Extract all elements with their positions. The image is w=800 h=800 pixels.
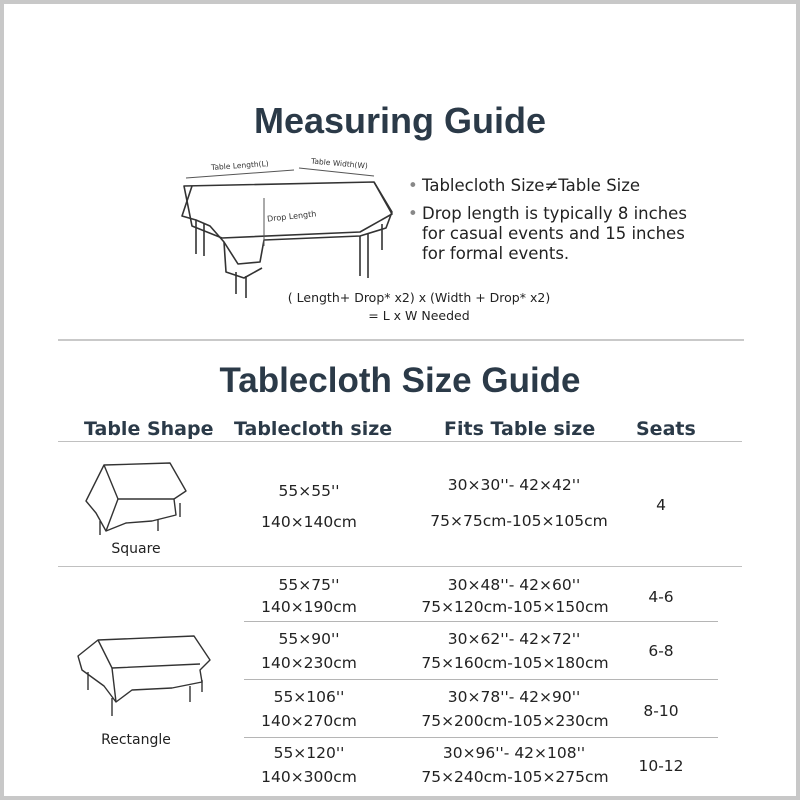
row-divider — [244, 679, 718, 680]
rect-size-cm: 140×230cm — [261, 654, 357, 672]
rect-fits-in: 30×62''- 42×72'' — [447, 630, 581, 648]
rect-fits-in: 30×78''- 42×90'' — [447, 688, 581, 706]
rect-seats: 6-8 — [648, 642, 674, 660]
formula-line-1: ( Length+ Drop* x2) x (Width + Drop* x2) — [287, 290, 551, 305]
column-header-shape: Table Shape — [84, 418, 214, 440]
rect-fits-cm: 75×240cm-105×275cm — [421, 768, 609, 786]
tip-line: • Drop length is typically 8 inches — [422, 204, 687, 223]
rect-size-in: 55×120'' — [273, 744, 345, 762]
tip-item — [408, 204, 687, 264]
tip-line: for formal events. — [422, 244, 570, 263]
square-fits-cm: 75×75cm-105×105cm — [430, 512, 608, 530]
rect-size-cm: 140×190cm — [261, 598, 357, 616]
rect-fits-cm: 75×160cm-105×180cm — [421, 654, 609, 672]
rect-size-in: 55×75'' — [278, 576, 340, 594]
tip-line: for casual events and 15 inches — [422, 224, 685, 243]
measuring-guide-title: Measuring Guide — [253, 100, 547, 141]
table-measuring-diagram — [164, 154, 404, 304]
rect-fits-in: 30×96''- 42×108'' — [442, 744, 586, 762]
shape-label-rectangle: Rectangle — [101, 732, 171, 748]
square-size-cm: 140×140cm — [261, 513, 357, 531]
row-divider — [244, 737, 718, 738]
rect-seats: 4-6 — [648, 588, 674, 606]
column-header-fits-table: Fits Table size — [444, 418, 596, 440]
tip-item — [408, 176, 687, 196]
rect-fits-in: 30×48''- 42×60'' — [447, 576, 581, 594]
row-divider — [58, 566, 742, 567]
column-header-tablecloth-size: Tablecloth size — [234, 418, 393, 440]
table-width-label: Table Width(W) — [310, 156, 369, 171]
square-size-in: 55×55'' — [278, 482, 340, 500]
rect-seats: 8-10 — [643, 702, 679, 720]
square-fits-in: 30×30''- 42×42'' — [447, 476, 581, 494]
size-guide-title: Tablecloth Size Guide — [219, 361, 581, 400]
drop-length-label: Drop Length — [266, 209, 317, 224]
section-divider — [58, 339, 744, 341]
rect-size-in: 55×90'' — [278, 630, 340, 648]
rectangle-table-icon — [68, 632, 218, 722]
square-seats: 4 — [656, 496, 666, 514]
measuring-tips — [408, 176, 687, 264]
square-table-icon — [78, 459, 194, 541]
column-header-seats: Seats — [636, 418, 696, 440]
rect-size-in: 55×106'' — [273, 688, 345, 706]
row-divider — [244, 621, 718, 622]
header-divider — [58, 441, 742, 442]
rect-fits-cm: 75×200cm-105×230cm — [421, 712, 609, 730]
table-length-label: Table Length(L) — [210, 158, 269, 173]
rect-seats: 10-12 — [638, 757, 684, 775]
tip-line: • Tablecloth Size≠Table Size — [422, 176, 641, 195]
rect-size-cm: 140×300cm — [261, 768, 357, 786]
formula-line-2: = L x W Needed — [368, 308, 470, 323]
page — [4, 4, 796, 796]
rect-fits-cm: 75×120cm-105×150cm — [421, 598, 609, 616]
rect-size-cm: 140×270cm — [261, 712, 357, 730]
shape-label-square: Square — [111, 541, 161, 557]
